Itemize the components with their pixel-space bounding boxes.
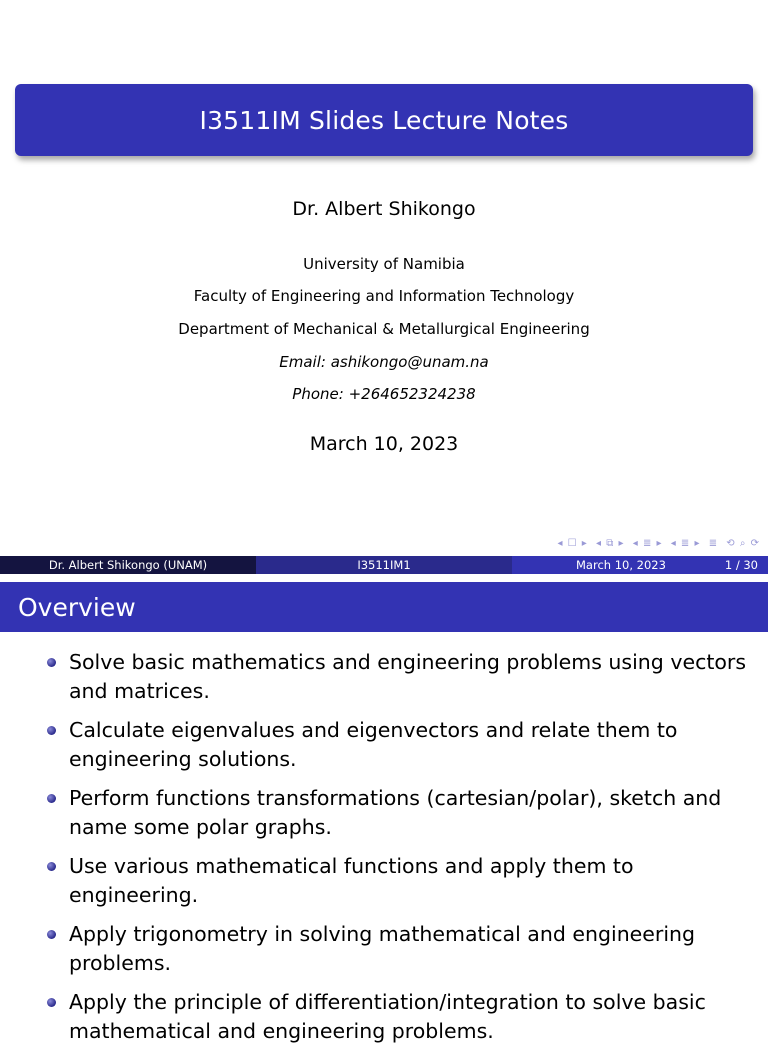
bullet-icon bbox=[47, 930, 56, 939]
nav-document-icon[interactable]: ≣ bbox=[708, 538, 719, 549]
list-item bbox=[0, 920, 768, 978]
institution-line-university: University of Namibia bbox=[303, 255, 465, 273]
bullet-icon bbox=[47, 998, 56, 1007]
bullet-text: Use various mathematical functions and apply them to engineering. bbox=[69, 854, 634, 907]
footer-date-cell bbox=[512, 556, 768, 574]
frame-title-bar bbox=[0, 582, 768, 632]
bullet-icon bbox=[47, 726, 56, 735]
list-item bbox=[0, 716, 768, 774]
institution-line-department: Department of Mechanical & Metallurgical Engineering bbox=[178, 320, 590, 338]
slide-title-box bbox=[15, 84, 753, 156]
bullet-text: Perform functions transformations (cartesian/polar), sketch and name some polar graphs. bbox=[69, 786, 722, 839]
author-email: Email: ashikongo@unam.na bbox=[279, 353, 489, 371]
slide-date: March 10, 2023 bbox=[309, 433, 459, 455]
frame-title: Overview bbox=[18, 592, 136, 622]
bullet-icon bbox=[47, 862, 56, 871]
footer-page-number: 1 / 30 bbox=[724, 558, 758, 572]
slide-footer bbox=[0, 556, 768, 574]
author-phone: Phone: +264652324238 bbox=[292, 385, 476, 403]
slide-title: I3511IM Slides Lecture Notes bbox=[199, 105, 569, 135]
overview-bullet-list bbox=[0, 648, 768, 1056]
list-item bbox=[0, 852, 768, 910]
nav-section-icon[interactable]: ◂ ≣ ▸ bbox=[632, 538, 663, 549]
nav-subsection-icon[interactable]: ◂ ⧉ ▸ bbox=[596, 538, 625, 549]
list-item bbox=[0, 784, 768, 842]
footer-author-cell bbox=[0, 556, 256, 574]
bullet-text: Calculate eigenvalues and eigenvectors and relate them to engineering solutions. bbox=[69, 718, 678, 771]
footer-author: Dr. Albert Shikongo (UNAM) bbox=[48, 558, 208, 572]
bullet-text: Apply trigonometry in solving mathematical and engineering problems. bbox=[69, 922, 696, 975]
footer-date: March 10, 2023 bbox=[576, 558, 666, 572]
institution-line-faculty: Faculty of Engineering and Information Technology bbox=[193, 287, 575, 305]
beamer-navigation-bar[interactable] bbox=[553, 538, 760, 549]
bullet-icon bbox=[47, 658, 56, 667]
bullet-text: Apply the principle of differentiation/integration to solve basic mathematical and engineering problems. bbox=[69, 990, 706, 1043]
footer-title-cell bbox=[256, 556, 512, 574]
list-item bbox=[0, 648, 768, 706]
bullet-icon bbox=[47, 794, 56, 803]
author-name: Dr. Albert Shikongo bbox=[292, 198, 476, 220]
nav-subsection-list-icon[interactable]: ◂ ≣ ▸ bbox=[670, 538, 701, 549]
list-item bbox=[0, 988, 768, 1046]
nav-frame-icon[interactable]: ◂ ☐ ▸ bbox=[557, 538, 588, 549]
footer-short-title: I3511IM1 bbox=[357, 558, 411, 572]
nav-search-icon[interactable]: ⟲ ⌕ ⟳ bbox=[726, 538, 760, 549]
bullet-text: Solve basic mathematics and engineering problems using vectors and matrices. bbox=[69, 650, 747, 703]
